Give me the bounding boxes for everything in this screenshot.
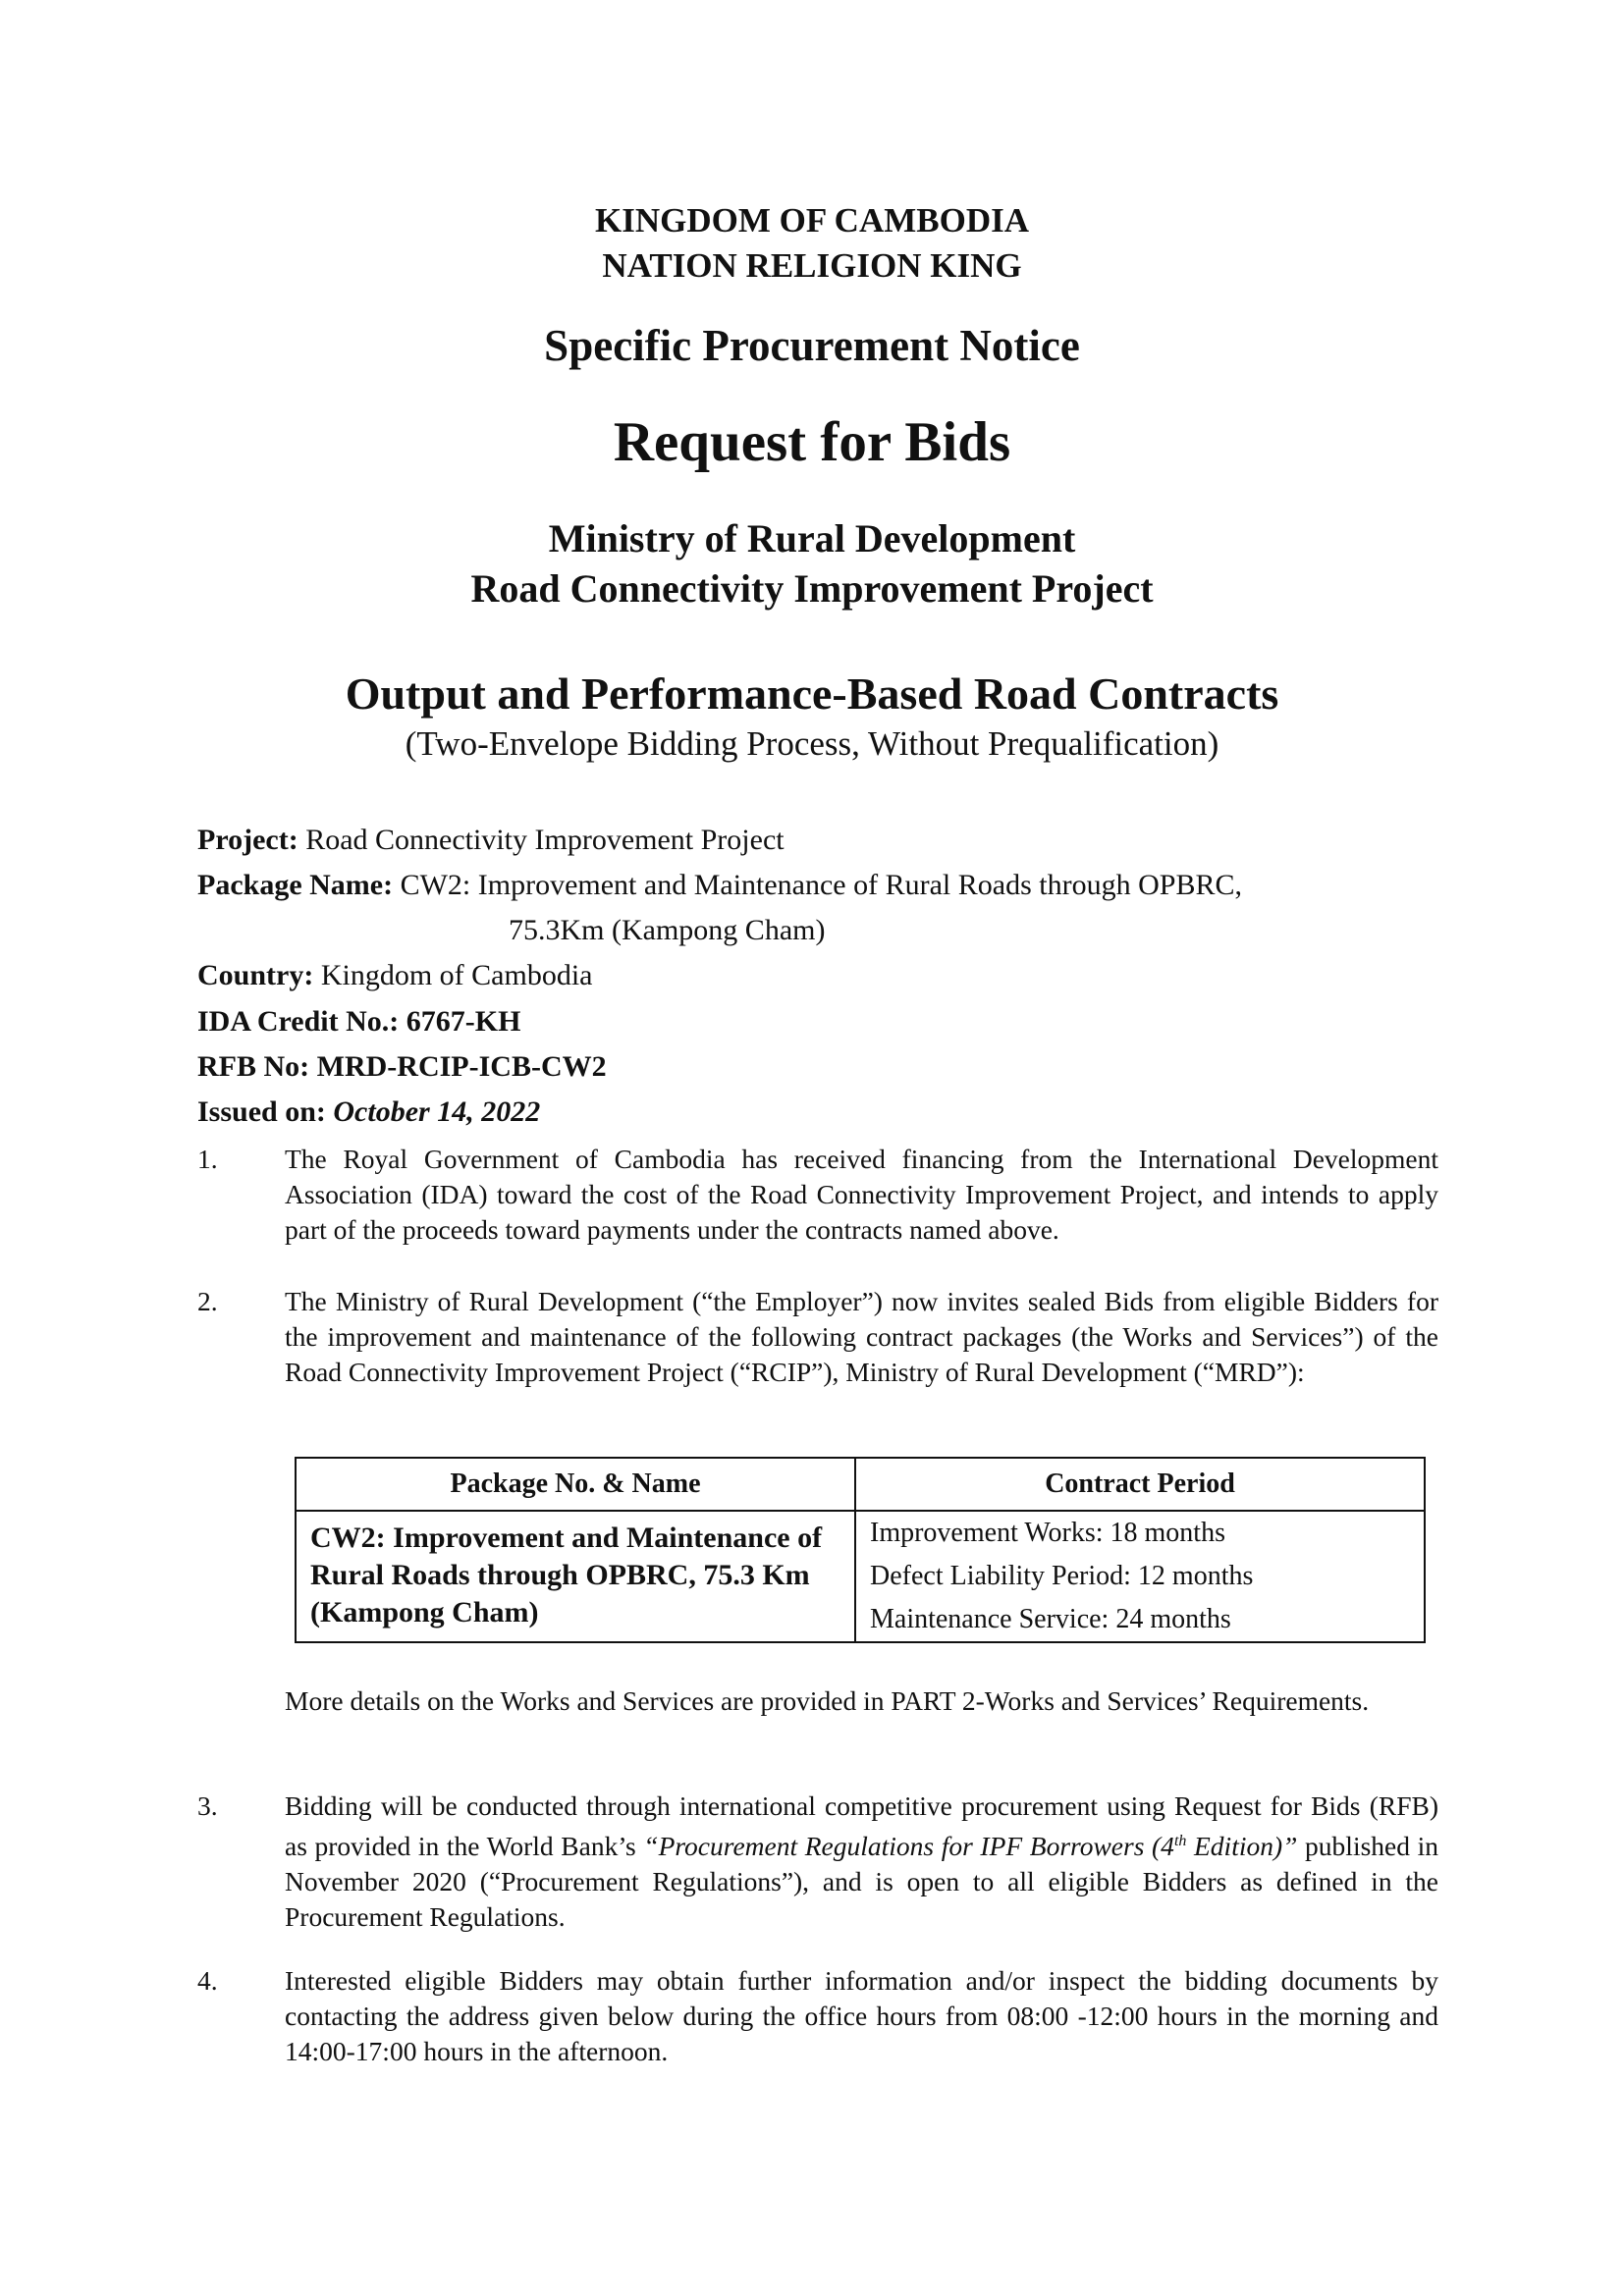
bidding-process: (Two-Envelope Bidding Process, Without Prequalification) — [405, 724, 1219, 763]
meta-rfb-text: RFB No: MRD-RCIP-ICB-CW2 — [197, 1050, 607, 1083]
p3-regulation-title: “Procurement Regulations for IPF Borrowers (4 — [643, 1831, 1174, 1862]
meta-credit — [197, 999, 520, 1044]
period-maintenance: Maintenance Service: 24 months — [870, 1604, 1231, 1634]
p3-text-end: published in November 2020 (“Procurement Regulations”), and is open to all eligible Bidders as defined in the Procurement Regulations. — [285, 1831, 1438, 1933]
paragraph-text: The Royal Government of Cambodia has received financing from the International Development Association (IDA) toward the cost of the Road Connectivity Improvement Project, and intends to apply part of the proceeds toward payments under the contracts named above. — [285, 1144, 1438, 1245]
p3-regulation-title-end: Edition)” — [1186, 1831, 1298, 1862]
page-title: Request for Bids — [613, 411, 1011, 473]
period-defect-liability: Defect Liability Period: 12 months — [870, 1561, 1254, 1591]
meta-credit-text: IDA Credit No.: 6767-KH — [197, 1005, 521, 1038]
contract-period-cell — [855, 1511, 1425, 1642]
country-name: KINGDOM OF CAMBODIA — [594, 201, 1029, 240]
meta-package-value: CW2: Improvement and Maintenance of Rural Roads through OPBRC, — [400, 869, 1242, 901]
paragraph-text — [285, 1789, 1438, 1935]
package-name-cell: CW2: Improvement and Maintenance of Rural Roads through OPBRC, 75.3 Km (Kampong Cham) — [296, 1511, 855, 1642]
country-header — [0, 198, 1624, 289]
ministry-name: Ministry of Rural Development — [548, 516, 1076, 561]
meta-project — [197, 818, 785, 863]
paragraph-number: 2. — [197, 1286, 218, 1316]
package-table — [295, 1457, 1426, 1643]
p3-text-start: Bidding will be conducted through international competitive procurement using Request for Bids (RFB) as provided in the World Bank’s — [285, 1790, 1438, 1862]
paragraph-number: 3. — [197, 1790, 218, 1821]
meta-package-label: Package Name: — [197, 869, 394, 901]
more-details-note: More details on the Works and Services are provided in PART 2-Works and Services’ Requirements. — [285, 1685, 1370, 1716]
project-name: Road Connectivity Improvement Project — [470, 566, 1154, 611]
paragraph-text: The Ministry of Rural Development (“the Employer”) now invites sealed Bids from eligible Bidders for the improvement and maintenance of the following contract packages (the Works and Services”) of the Road Connectivity Improvement Project (“RCIP”), Ministry of Rural Development (“MRD”): — [285, 1286, 1438, 1387]
paragraph-number: 1. — [197, 1144, 218, 1174]
contract-type: Output and Performance-Based Road Contracts — [345, 668, 1279, 719]
meta-issued-label: Issued on: — [197, 1095, 326, 1128]
meta-issued-date: October 14, 2022 — [333, 1095, 541, 1128]
notice-type: Specific Procurement Notice — [544, 321, 1080, 370]
p3-superscript: th — [1173, 1833, 1187, 1849]
issuer-block — [0, 513, 1624, 614]
column-header-period: Contract Period — [855, 1458, 1425, 1511]
meta-package-value-cont: 75.3Km (Kampong Cham) — [509, 914, 826, 946]
meta-country — [197, 953, 592, 998]
meta-package — [197, 863, 1242, 908]
paragraph-number: 4. — [197, 1965, 218, 1996]
meta-project-label: Project: — [197, 824, 298, 856]
period-improvement: Improvement Works: 18 months — [870, 1518, 1225, 1548]
meta-country-label: Country: — [197, 959, 314, 991]
country-motto: NATION RELIGION KING — [602, 246, 1022, 285]
meta-country-value: Kingdom of Cambodia — [320, 959, 593, 991]
meta-issued — [197, 1090, 540, 1135]
paragraph-text: Interested eligible Bidders may obtain further information and/or inspect the bidding documents by contacting the address given below during the office hours from 08:00 -12:00 hours in the morning and 14:00-17:00 hours in the afternoon. — [285, 1965, 1438, 2066]
meta-project-value: Road Connectivity Improvement Project — [305, 824, 785, 856]
table-row — [296, 1511, 1425, 1642]
table-header-row — [296, 1458, 1425, 1511]
meta-rfb-number — [197, 1044, 607, 1090]
column-header-package: Package No. & Name — [296, 1458, 855, 1511]
